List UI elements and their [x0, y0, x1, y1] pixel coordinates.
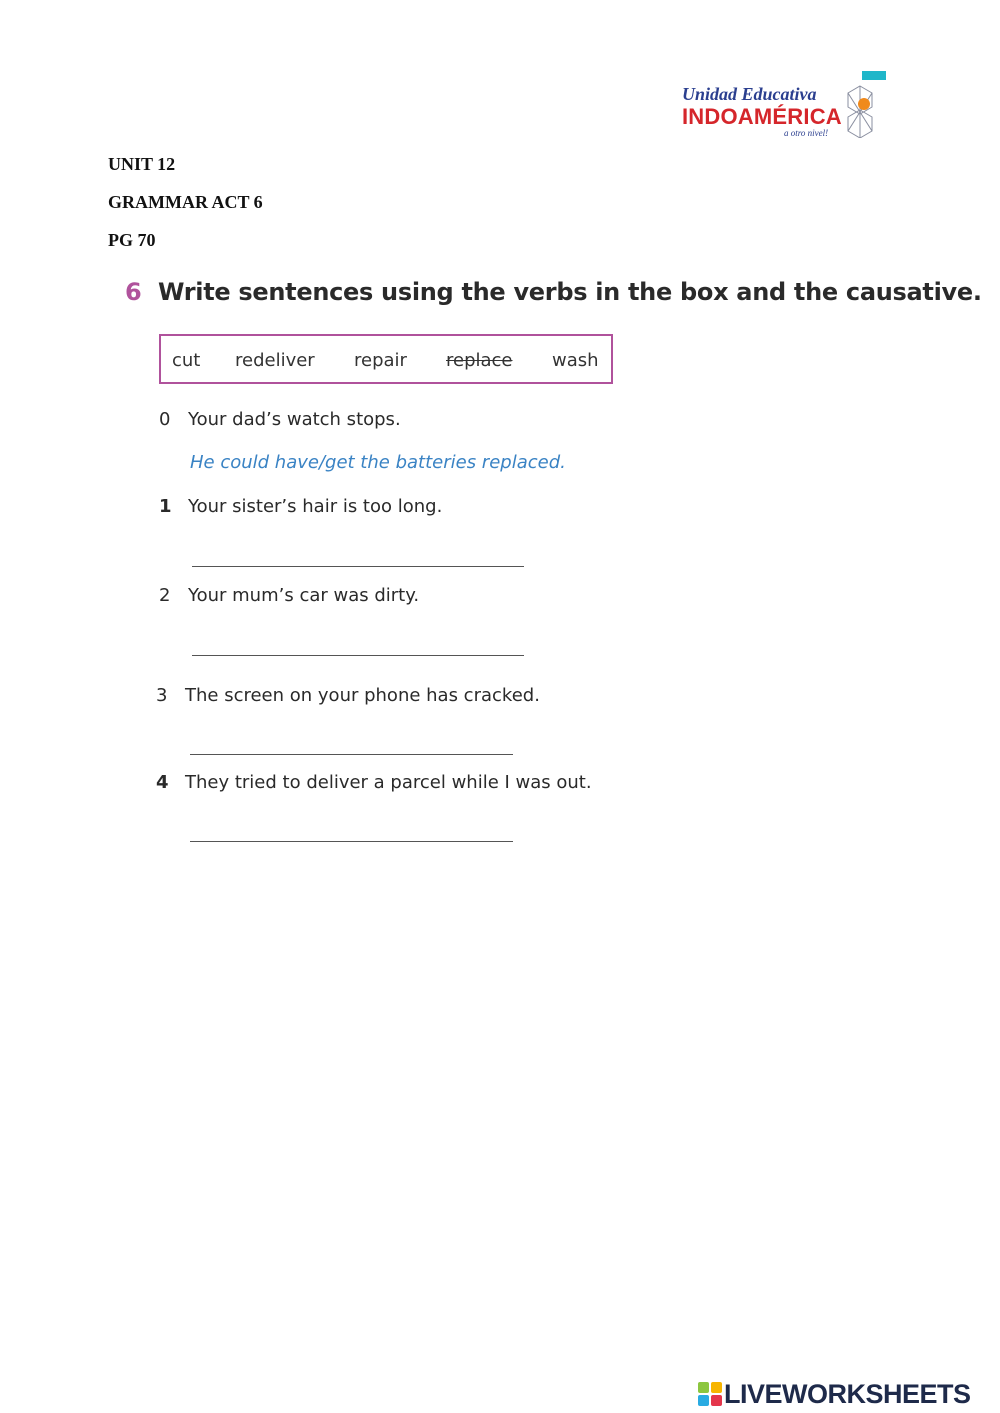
item-3-prompt: The screen on your phone has cracked.: [185, 685, 540, 706]
logo-accent-bar: [862, 71, 886, 80]
item-1-prompt: Your sister’s hair is too long.: [188, 496, 443, 517]
logo-tagline: a otro nivel!: [784, 128, 829, 138]
logo-line2: INDOAMÉRICA: [682, 104, 842, 129]
item-0-prompt: Your dad’s watch stops.: [188, 409, 401, 430]
item-0-number: 0: [159, 409, 171, 430]
school-logo: [676, 70, 896, 142]
word-repair: repair: [354, 350, 407, 371]
word-cut: cut: [172, 350, 201, 371]
exercise-instruction: Write sentences using the verbs in the box and the causative.: [158, 278, 982, 306]
item-4-prompt: They tried to deliver a parcel while I was out.: [185, 772, 592, 793]
exercise-number: 6: [125, 278, 142, 306]
item-4-answer-line[interactable]: [190, 841, 513, 842]
item-1-number: 1: [159, 496, 172, 517]
logo-line1: Unidad Educativa: [682, 84, 817, 104]
item-3-answer-line[interactable]: [190, 754, 513, 755]
word-redeliver: redeliver: [235, 350, 315, 371]
logo-emblem-icon: [844, 84, 876, 138]
liveworksheets-logo-icon: [698, 1382, 722, 1406]
word-wash: wash: [552, 350, 599, 371]
unit-label: UNIT 12: [108, 154, 176, 174]
item-2-answer-line[interactable]: [192, 655, 524, 656]
liveworksheets-wordmark: LIVEWORKSHEETS: [724, 1379, 971, 1409]
item-0-example-answer: He could have/get the batteries replaced.: [190, 452, 566, 473]
activity-label: GRAMMAR ACT 6: [108, 192, 263, 212]
page-label: PG 70: [108, 230, 156, 250]
item-4-number: 4: [156, 772, 169, 793]
word-replace-struck: replace: [446, 350, 513, 371]
verb-word-box: [159, 334, 613, 384]
item-1-answer-line[interactable]: [192, 566, 524, 567]
liveworksheets-brand: [698, 1380, 994, 1408]
item-2-number: 2: [159, 585, 171, 606]
item-3-number: 3: [156, 685, 168, 706]
item-2-prompt: Your mum’s car was dirty.: [188, 585, 420, 606]
